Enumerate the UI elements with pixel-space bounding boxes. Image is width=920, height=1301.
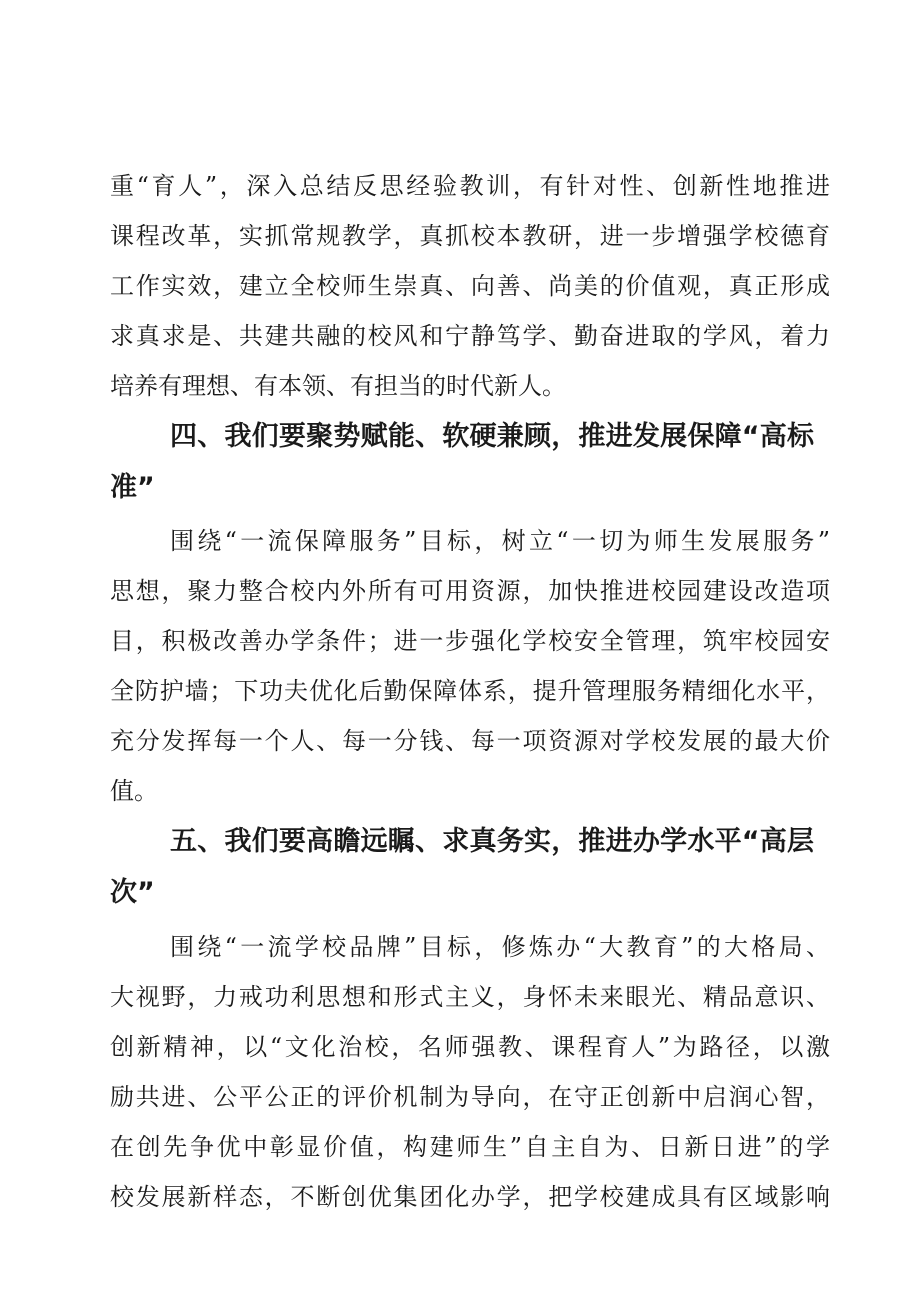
section-heading: 五、我们要高瞻远瞩、求真务实，推进办学水平“高层 (170, 826, 814, 857)
paragraph-line: 在创先争优中彰显价值，构建师生”自主自为、日新日进”的学 (110, 1133, 830, 1161)
paragraph-line: 大视野，力戒功利思想和形式主义，身怀未来眼光、精品意识、 (110, 983, 830, 1011)
paragraph-line: 课程改革，实抓常规教学，真抓校本教研，进一步增强学校德育 (110, 222, 830, 250)
paragraph-line: 创新精神，以“文化治校，名师强教、课程育人”为路径，以激 (110, 1033, 830, 1061)
section-heading: 次” (110, 877, 155, 908)
paragraph-line: 重“育人”，深入总结反思经验教训，有针对性、创新性地推进 (110, 172, 830, 200)
paragraph-line: 全防护墙；下功夫优化后勤保障体系，提升管理服务精细化水平， (110, 677, 830, 705)
paragraph-line: 培养有理想、有本领、有担当的时代新人。 (110, 372, 566, 400)
paragraph-line: 围绕“一流学校品牌”目标，修炼办“大教育”的大格局、 (170, 933, 830, 961)
paragraph-line: 值。 (110, 777, 158, 805)
paragraph-line: 充分发挥每一个人、每一分钱、每一项资源对学校发展的最大价 (110, 727, 830, 755)
paragraph-line: 求真求是、共建共融的校风和宁静笃学、勤奋进取的学风，着力 (110, 322, 830, 350)
paragraph-line: 思想，聚力整合校内外所有可用资源，加快推进校园建设改造项 (110, 577, 830, 605)
section-heading: 准” (110, 472, 155, 503)
section-heading: 四、我们要聚势赋能、软硬兼顾，推进发展保障“高标 (170, 421, 814, 452)
paragraph-line: 校发展新样态，不断创优集团化办学，把学校建成具有区域影响 (110, 1183, 830, 1211)
paragraph-line: 工作实效，建立全校师生崇真、向善、尚美的价值观，真正形成 (110, 272, 830, 300)
paragraph-line: 目，积极改善办学条件；进一步强化学校安全管理，筑牢校园安 (110, 627, 830, 655)
paragraph-line: 励共进、公平公正的评价机制为导向，在守正创新中启润心智， (110, 1083, 830, 1111)
paragraph-line: 围绕“一流保障服务”目标，树立“一切为师生发展服务” (170, 527, 830, 555)
